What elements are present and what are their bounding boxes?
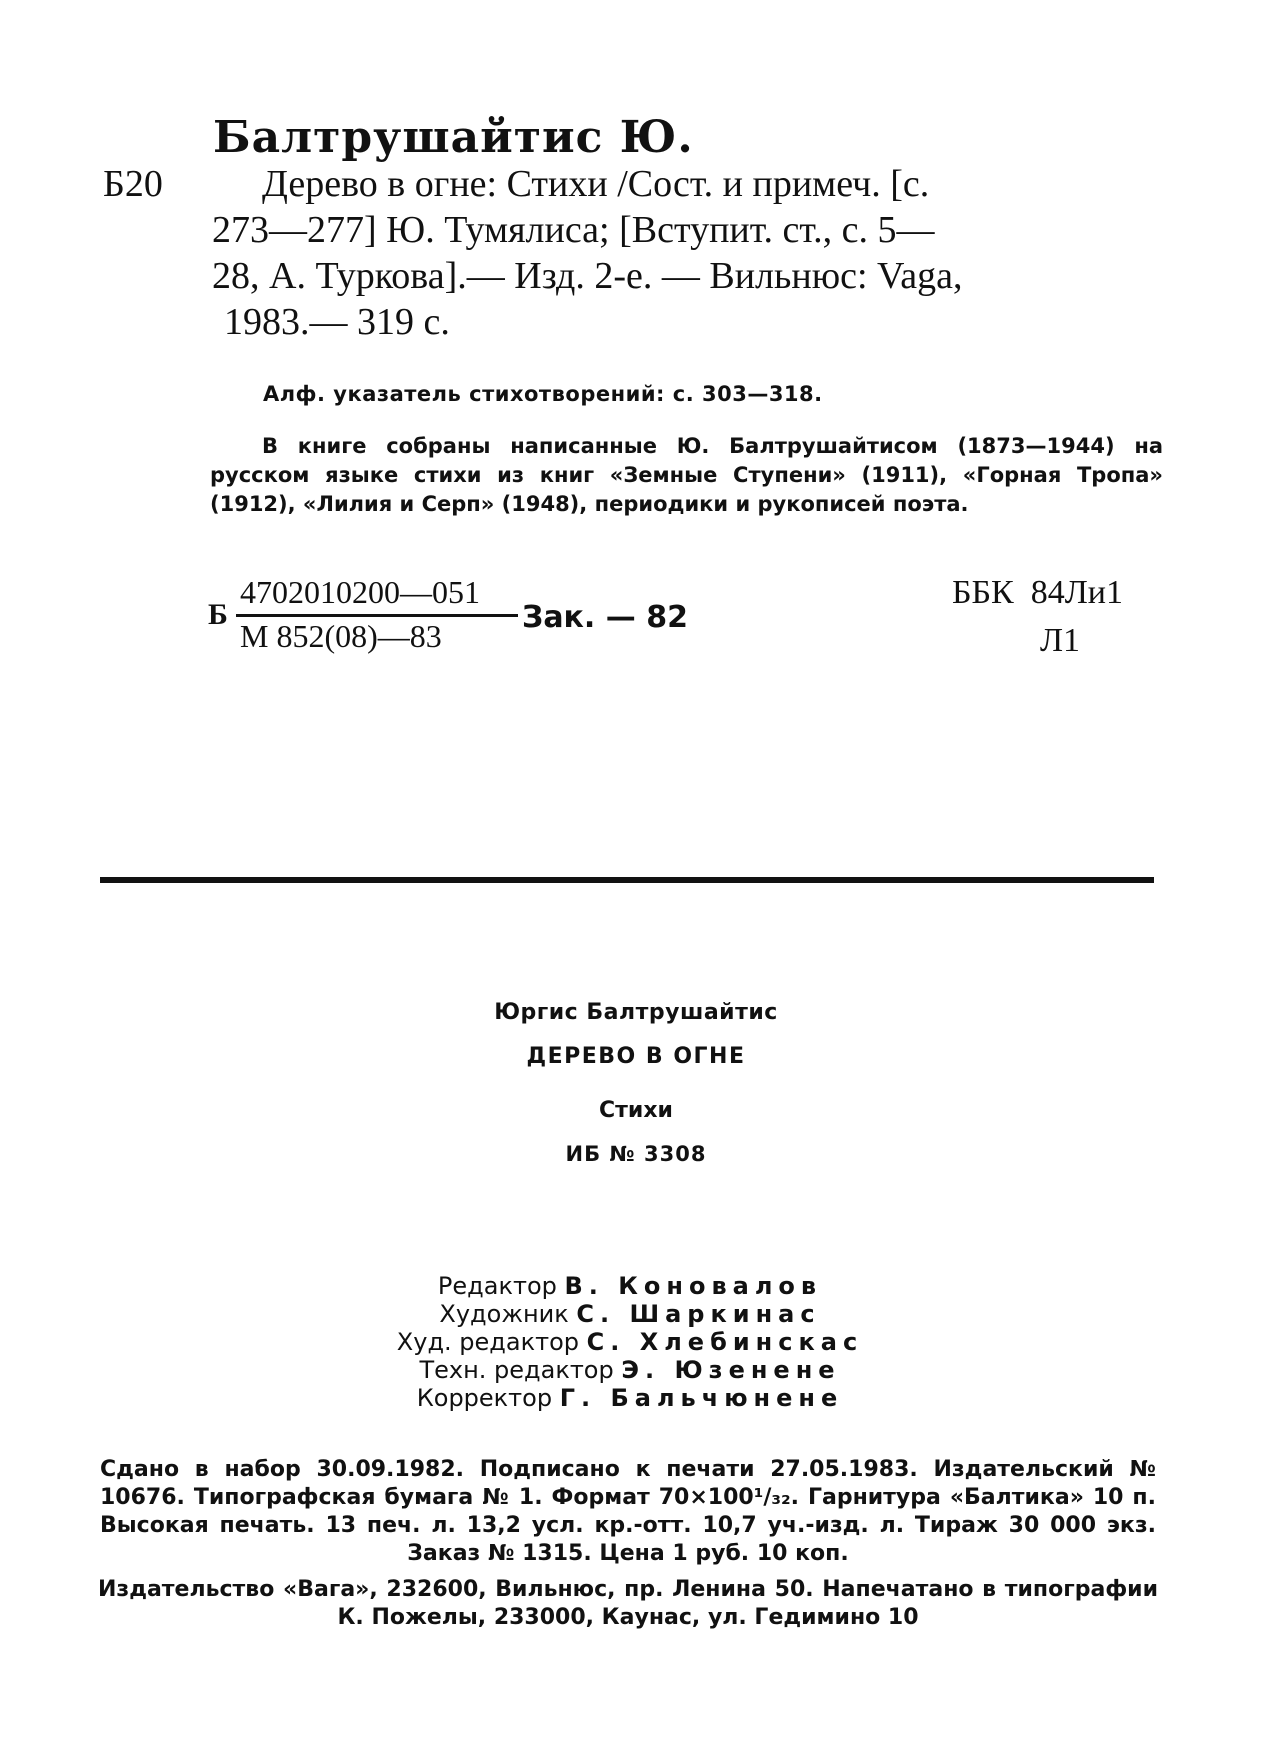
credit-row <box>340 1272 920 1300</box>
section-divider <box>100 877 1154 883</box>
credit-role: Редактор <box>437 1272 557 1300</box>
imprint-details: Сдано в набор 30.09.1982. Подписано к печати 27.05.1983. Издательский № 10676. Типографская бумага № 1. Формат 70×100¹/₃₂. Гарнитура «Балтика» 10 п. Высокая печать. 13 печ. л. 13,2 усл. кр.-отт. 10,7 уч.-изд. л. Тираж 30 000 экз. Заказ № 1315. Цена 1 руб. 10 коп. <box>100 1457 1156 1566</box>
catalog-numerator: 4702010200—051 <box>240 574 480 610</box>
credit-row <box>340 1384 920 1412</box>
fraction-line <box>236 614 518 617</box>
credit-name: В. Коновалов <box>564 1272 823 1300</box>
credit-role: Художник <box>439 1300 569 1328</box>
credit-name: Г. Бальчюнене <box>559 1384 844 1412</box>
credit-role: Корректор <box>416 1384 553 1412</box>
credit-row <box>340 1356 920 1384</box>
colophon-genre: Стихи <box>599 1098 673 1123</box>
credit-name: С. Шаркинас <box>576 1300 821 1328</box>
catalog-denominator: М 852(08)—83 <box>240 618 442 654</box>
annotation: В книге собраны написанные Ю. Балтрушайтисом (1873—1944) на русском языке стихи из книг «Земные Ступени» (1911), «Горная Тропа» (1912), «Лилия и Серп» (1948), периодики и рукописей поэта. <box>210 434 1163 516</box>
bbk-code: ББК 84Ли1 <box>952 574 1123 611</box>
catalog-letter: Б <box>208 598 228 631</box>
bbk-sub-code: Л1 <box>1040 622 1081 659</box>
credit-row <box>340 1300 920 1328</box>
description-line-4: 1983.— 319 с. <box>224 301 450 343</box>
colophon-author: Юргис Балтрушайтис <box>494 1000 778 1025</box>
order-reference: Зак. — 82 <box>522 600 688 635</box>
credit-row <box>340 1328 920 1356</box>
index-note: Алф. указатель стихотворений: с. 303—318. <box>263 382 823 406</box>
credit-role: Худ. редактор <box>396 1328 579 1356</box>
description-line-1: Дерево в огне: Стихи /Сост. и примеч. [с. <box>262 163 930 205</box>
publisher-info: Издательство «Вага», 232600, Вильнюс, пр. Ленина 50. Напечатано в типографии К. Пожелы, 233000, Каунас, ул. Гедимино 10 <box>98 1577 1158 1630</box>
description-line-2: 273—277] Ю. Тумялиса; [Вступит. ст., с. 5— <box>212 209 935 251</box>
credits-list <box>340 1272 920 1412</box>
colophon-ib-number: ИБ № 3308 <box>565 1142 707 1166</box>
colophon-title: ДЕРЕВО В ОГНЕ <box>526 1044 746 1069</box>
credit-name: С. Хлебинскас <box>586 1328 864 1356</box>
author-heading: Балтрушайтис Ю. <box>213 112 694 163</box>
credit-role: Техн. редактор <box>419 1356 614 1384</box>
class-code: Б20 <box>103 163 163 205</box>
description-line-3: 28, А. Туркова].— Изд. 2-е. — Вильнюс: Vaga, <box>212 255 963 297</box>
credit-name: Э. Юзенене <box>621 1356 841 1384</box>
